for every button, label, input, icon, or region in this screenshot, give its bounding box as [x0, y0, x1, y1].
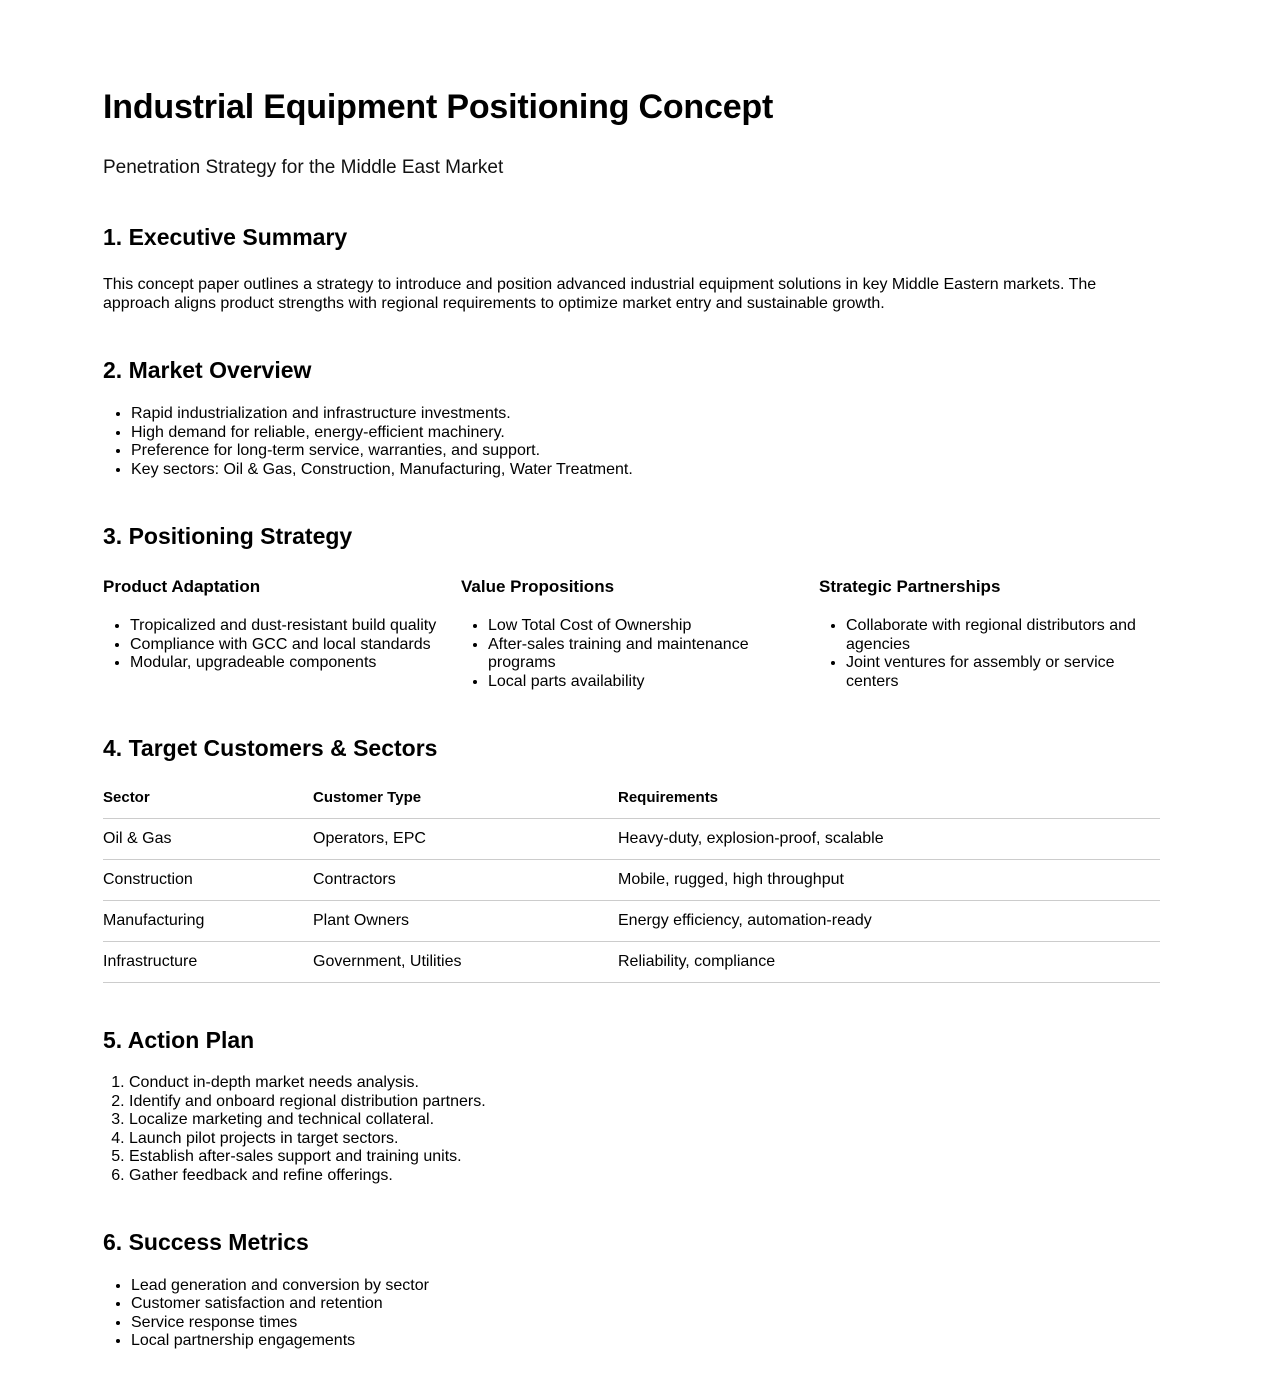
section-heading-positioning-strategy: 3. Positioning Strategy — [103, 523, 353, 550]
section-positioning-strategy — [103, 523, 1160, 691]
cell-sector: Oil & Gas — [103, 818, 313, 859]
cell-requirements: Energy efficiency, automation-ready — [618, 900, 1160, 941]
table-body — [103, 818, 1160, 982]
list-item: • Customer satisfaction and retention — [131, 1295, 1160, 1314]
cell-customer-type: Plant Owners — [313, 900, 618, 941]
product-adaptation-list — [103, 617, 461, 673]
list-item: • Service response times — [131, 1314, 1160, 1333]
section-action-plan — [103, 1027, 1160, 1186]
section-target-customers — [103, 735, 1160, 983]
list-item: 5. Establish after-sales support and training units. — [129, 1148, 1160, 1167]
table-row — [103, 941, 1160, 982]
column-product-adaptation — [103, 577, 461, 691]
cell-customer-type: Government, Utilities — [313, 941, 618, 982]
list-item: • Joint ventures for assembly or service centers — [846, 654, 1177, 691]
column-value-propositions — [461, 577, 819, 691]
list-item: • Tropicalized and dust-resistant build quality — [130, 617, 461, 636]
positioning-strategy-columns — [103, 577, 1160, 691]
list-item: 6. Gather feedback and refine offerings. — [129, 1167, 1160, 1186]
section-heading-executive-summary: 1. Executive Summary — [103, 223, 348, 250]
page-title: Industrial Equipment Positioning Concept — [103, 88, 774, 126]
column-heading-product-adaptation: Product Adaptation — [103, 576, 261, 596]
column-header-customer-type: Customer Type — [313, 788, 422, 806]
column-header-requirements: Requirements — [618, 788, 719, 806]
list-item: • Local parts availability — [488, 673, 819, 692]
list-item: • Low Total Cost of Ownership — [488, 617, 819, 636]
list-item: • Collaborate with regional distributors and agencies — [846, 617, 1177, 654]
column-heading-value-propositions: Value Propositions — [461, 576, 615, 596]
list-item: • Modular, upgradeable components — [130, 654, 461, 673]
table-header — [103, 789, 1160, 819]
cell-requirements: Reliability, compliance — [618, 941, 1160, 982]
cell-requirements: Mobile, rugged, high throughput — [618, 859, 1160, 900]
section-heading-market-overview: 2. Market Overview — [103, 357, 312, 384]
market-overview-list — [103, 405, 1160, 479]
cell-customer-type: Operators, EPC — [313, 818, 618, 859]
list-item: 2. Identify and onboard regional distribution partners. — [129, 1093, 1160, 1112]
target-customers-table — [103, 789, 1160, 983]
section-executive-summary — [103, 224, 1160, 314]
section-heading-target-customers: 4. Target Customers & Sectors — [103, 735, 438, 762]
value-propositions-list — [461, 617, 819, 691]
success-metrics-list — [103, 1277, 1160, 1351]
list-item: • Key sectors: Oil & Gas, Construction, Manufacturing, Water Treatment. — [131, 461, 1160, 480]
list-item: • High demand for reliable, energy-efficient machinery. — [131, 424, 1160, 443]
list-item: 4. Launch pilot projects in target sectors. — [129, 1130, 1160, 1149]
cell-sector: Construction — [103, 859, 313, 900]
column-strategic-partnerships — [819, 577, 1177, 691]
section-heading-success-metrics: 6. Success Metrics — [103, 1229, 309, 1256]
section-market-overview — [103, 357, 1160, 479]
table-header-row — [103, 789, 1160, 819]
list-item: • Rapid industrialization and infrastructure investments. — [131, 405, 1160, 424]
strategic-partnerships-list — [819, 617, 1177, 691]
column-heading-strategic-partnerships: Strategic Partnerships — [819, 576, 1001, 596]
list-item: • Preference for long-term service, warranties, and support. — [131, 442, 1160, 461]
list-item: • After-sales training and maintenance programs — [488, 636, 819, 673]
table-row — [103, 818, 1160, 859]
cell-requirements: Heavy-duty, explosion-proof, scalable — [618, 818, 1160, 859]
list-item: 3. Localize marketing and technical collateral. — [129, 1111, 1160, 1130]
column-header-sector: Sector — [103, 788, 150, 806]
section-success-metrics — [103, 1229, 1160, 1351]
section-heading-action-plan: 5. Action Plan — [103, 1026, 255, 1053]
list-item: • Lead generation and conversion by sector — [131, 1277, 1160, 1296]
cell-sector: Infrastructure — [103, 941, 313, 982]
list-item: • Compliance with GCC and local standards — [130, 636, 461, 655]
page-subtitle: Penetration Strategy for the Middle East Market — [103, 157, 504, 179]
list-item: • Local partnership engagements — [131, 1332, 1160, 1351]
list-item: 1. Conduct in-depth market needs analysis. — [129, 1074, 1160, 1093]
cell-customer-type: Contractors — [313, 859, 618, 900]
executive-summary-paragraph: This concept paper outlines a strategy to introduce and position advanced industrial equipment solutions in key Middle Eastern markets. The approach aligns product strengths with regional requirements to optimize market entry and sustainable growth. — [103, 276, 1097, 313]
table-row — [103, 900, 1160, 941]
table-row — [103, 859, 1160, 900]
action-plan-list — [103, 1074, 1160, 1185]
cell-sector: Manufacturing — [103, 900, 313, 941]
